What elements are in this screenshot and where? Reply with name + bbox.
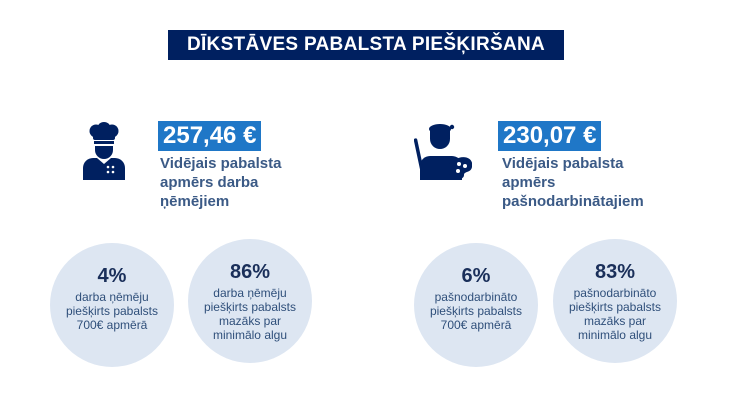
stat-line: darba ņēmēju — [213, 286, 287, 300]
page-title: DĪKSTĀVES PABALSTA PIEŠĶIRŠANA — [168, 30, 564, 60]
stat-line: piešķirts pabalsts — [65, 304, 159, 318]
stat-line: mazāks par — [218, 314, 282, 328]
stat-circle — [414, 243, 538, 367]
stat-line: 700€ apmērā — [76, 318, 148, 332]
stat-text — [424, 290, 528, 332]
stat-percent: 6% — [461, 265, 491, 287]
stat-line: pašnodarbināto — [573, 286, 657, 300]
stat-percent: 4% — [97, 265, 127, 287]
desc-line: pašnodarbinātajiem — [502, 193, 644, 210]
desc-self-employed — [502, 154, 644, 211]
desc-line: ņēmējiem — [160, 193, 230, 210]
stat-circle — [50, 243, 174, 367]
desc-employees — [160, 154, 281, 211]
stat-line: piešķirts pabalsts — [203, 300, 297, 314]
stat-circle — [188, 239, 312, 363]
stat-text — [563, 286, 667, 342]
chef-icon — [80, 122, 128, 182]
stat-line: 700€ apmērā — [440, 318, 512, 332]
stat-line: minimālo algu — [577, 328, 653, 342]
desc-line: apmērs darba — [160, 174, 259, 191]
amount-self-employed: 230,07 € — [498, 121, 601, 151]
stat-circle — [553, 239, 677, 363]
stat-line: pašnodarbināto — [434, 290, 518, 304]
stat-line: piešķirts pabalsts — [568, 300, 662, 314]
amount-employees: 257,46 € — [158, 121, 261, 151]
stat-percent: 86% — [229, 261, 271, 283]
desc-line: Vidējais pabalsta — [160, 155, 282, 172]
artist-icon — [414, 122, 472, 182]
stat-percent: 83% — [594, 261, 636, 283]
stat-text — [198, 286, 302, 342]
stat-line: mazāks par — [583, 314, 647, 328]
stat-line: darba ņēmēju — [75, 290, 149, 304]
stat-line: minimālo algu — [212, 328, 288, 342]
stat-line: piešķirts pabalsts — [429, 304, 523, 318]
stat-text — [60, 290, 164, 332]
desc-line: apmērs — [502, 174, 556, 191]
desc-line: Vidējais pabalsta — [502, 155, 624, 172]
